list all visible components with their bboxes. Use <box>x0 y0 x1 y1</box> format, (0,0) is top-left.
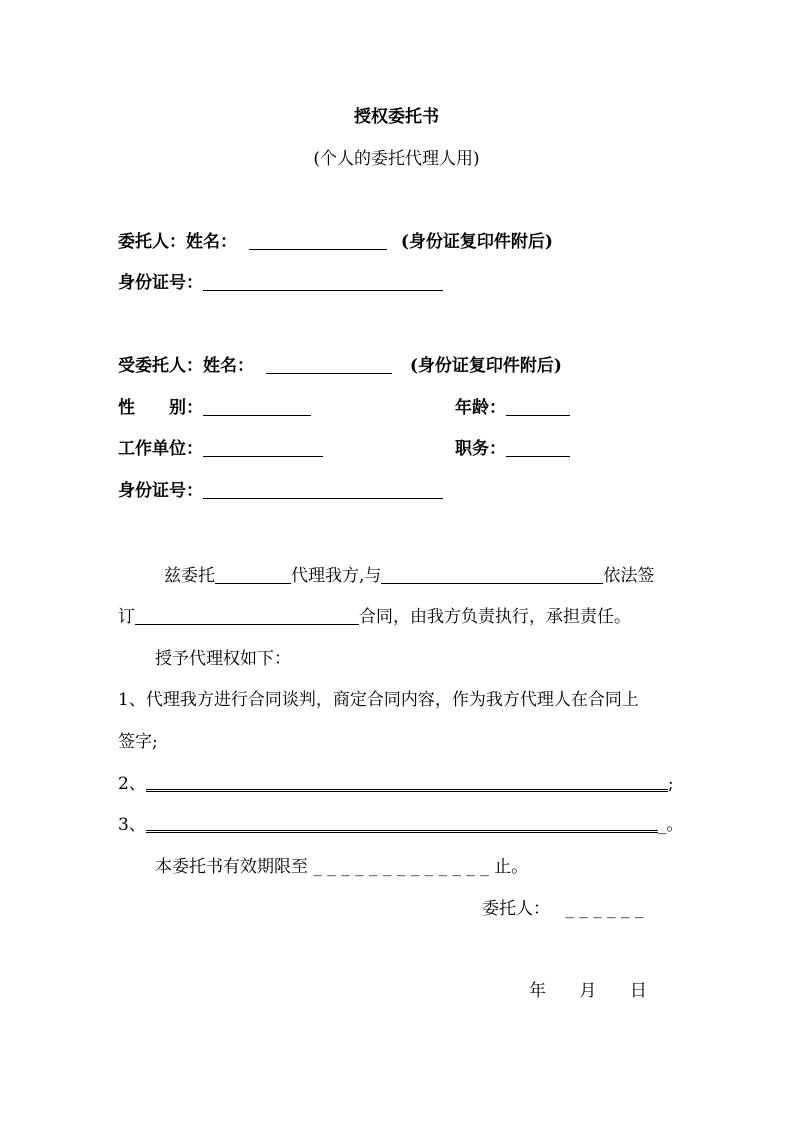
agent-label: 受委托人： <box>118 356 203 376</box>
document-subtitle: (个人的委托代理人用) <box>313 149 480 169</box>
agent-position-blank <box>506 440 570 457</box>
agent-id-copy-note: (身份证复印件附后) <box>409 356 562 376</box>
power-item-2-blank <box>146 773 668 792</box>
entrust-text-c: 依法签 <box>603 566 655 586</box>
agent-gender-row <box>118 397 311 419</box>
date-month: 月 <box>579 981 597 1001</box>
agent-name-label: 姓名： <box>203 356 254 376</box>
principal-id-label: 身份证号： <box>118 273 203 293</box>
agent-gender-blank <box>203 399 311 416</box>
validity-date-blank: _ _ _ _ _ _ _ _ _ _ _ _ _ <box>313 857 489 877</box>
agent-id-blank <box>203 482 443 499</box>
signature-label: 委托人： <box>482 899 550 919</box>
principal-label: 委托人： <box>118 232 186 252</box>
agent-age-blank <box>506 399 570 416</box>
counterparty-blank <box>381 567 603 584</box>
principal-name-row <box>118 231 553 253</box>
entrust-text-a: 兹委托 <box>164 566 215 586</box>
date-year: 年 <box>529 981 546 1001</box>
date-day: 日 <box>629 981 647 1001</box>
powers-heading: 授予代理权如下： <box>155 649 291 669</box>
contract-name-blank <box>135 608 359 625</box>
principal-id-copy-note: (身份证复印件附后) <box>400 232 553 252</box>
signature-blank: _ _ _ _ _ _ <box>565 899 644 919</box>
validity-row <box>155 856 528 878</box>
agent-id-row <box>118 480 443 502</box>
principal-name-label: 姓名： <box>186 232 237 252</box>
entrust-paragraph-line1 <box>164 565 654 587</box>
agent-age-label: 年龄： <box>455 398 506 418</box>
entrust-text-e: 合同，由我方负责执行，承担责任。 <box>359 607 631 627</box>
agent-name-blank <box>266 357 392 374</box>
entrust-text-d: 订 <box>118 607 135 627</box>
power-item-2-prefix: 2、 <box>118 774 146 794</box>
power-item-1-line2: 签字; <box>118 732 158 752</box>
date-row <box>529 980 647 1002</box>
agent-position-label: 职务： <box>455 439 506 459</box>
agent-employer-row <box>118 438 323 460</box>
agent-position-row <box>455 438 570 460</box>
agent-name-row <box>118 355 562 377</box>
power-item-1-line1: 1、代理我方进行合同谈判，商定合同内容，作为我方代理人在合同上 <box>118 690 639 710</box>
agent-employer-blank <box>203 440 323 457</box>
principal-id-blank <box>203 274 443 291</box>
entrusted-party-blank <box>215 567 291 584</box>
power-item-2 <box>118 773 674 795</box>
agent-id-label: 身份证号： <box>118 481 203 501</box>
document-title: 授权委托书 <box>354 107 439 127</box>
validity-end-text: 止。 <box>494 857 529 877</box>
power-item-3-blank <box>146 814 658 833</box>
entrust-text-b: 代理我方,与 <box>291 566 382 586</box>
agent-age-row <box>455 397 570 419</box>
validity-text: 本委托书有效期限至 <box>155 857 308 877</box>
entrust-paragraph-line2 <box>118 606 631 628</box>
power-item-3-prefix: 3、 <box>118 815 146 835</box>
power-item-3 <box>118 814 683 836</box>
signature-row <box>482 898 643 920</box>
power-item-3-suffix: _。 <box>657 815 684 835</box>
agent-employer-label: 工作单位： <box>118 439 203 459</box>
agent-gender-label: 性 别： <box>118 398 203 418</box>
principal-name-blank <box>249 233 387 250</box>
power-item-2-suffix: ; <box>667 774 674 794</box>
principal-id-row <box>118 272 443 294</box>
